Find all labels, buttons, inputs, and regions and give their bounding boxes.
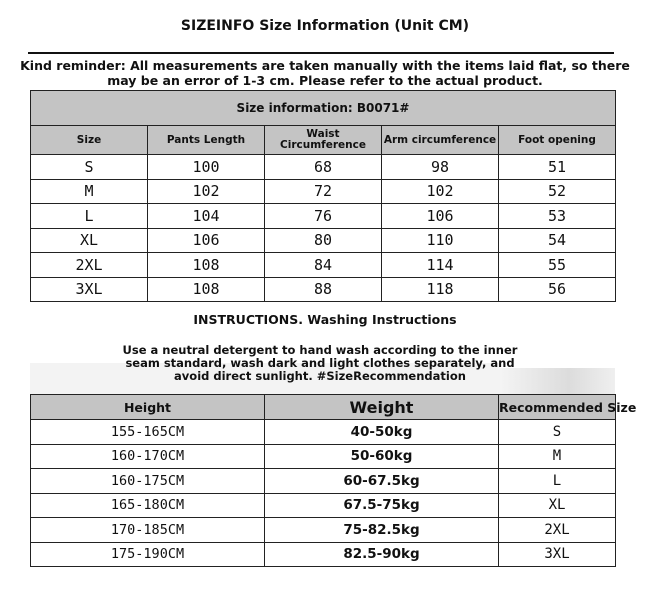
- table-cell: 3XL: [499, 542, 616, 567]
- table-row: [31, 228, 616, 253]
- table-row: [31, 518, 616, 543]
- table-cell: L: [31, 204, 148, 229]
- table-cell: 102: [148, 179, 265, 204]
- table-cell: M: [31, 179, 148, 204]
- table-cell: 76: [265, 204, 382, 229]
- table-cell: 72: [265, 179, 382, 204]
- table-cell: 67.5-75kg: [265, 493, 499, 518]
- table-cell: 106: [148, 228, 265, 253]
- table-cell: 55: [499, 253, 616, 278]
- table-cell: M: [499, 444, 616, 469]
- column-header: Weight: [265, 395, 499, 420]
- size-recommendation-table: [30, 394, 637, 567]
- divider: [28, 52, 614, 54]
- table-cell: 80: [265, 228, 382, 253]
- table-cell: 155-165CM: [31, 420, 265, 445]
- table-cell: 2XL: [499, 518, 616, 543]
- table-cell: 160-170CM: [31, 444, 265, 469]
- table-cell: L: [499, 469, 616, 494]
- table-cell: 2XL: [31, 253, 148, 278]
- table-row: [31, 155, 616, 180]
- table-cell: XL: [499, 493, 616, 518]
- table-cell: 53: [499, 204, 616, 229]
- table-cell: 50-60kg: [265, 444, 499, 469]
- table-cell: 54: [499, 228, 616, 253]
- kind-reminder: Kind reminder: All measurements are taken manually with the items laid flat, so there may be an error of 1-3 cm. Please refer to the actual product.: [20, 58, 630, 88]
- table-row: [31, 253, 616, 278]
- table-cell: XL: [31, 228, 148, 253]
- table-cell: 118: [382, 277, 499, 302]
- table-cell: 3XL: [31, 277, 148, 302]
- instructions-title: INSTRUCTIONS. Washing Instructions: [193, 312, 457, 327]
- table-cell: 100: [148, 155, 265, 180]
- table-cell: 108: [148, 253, 265, 278]
- table-row: [31, 204, 616, 229]
- table-cell: 82.5-90kg: [265, 542, 499, 567]
- column-header: Size: [31, 126, 148, 155]
- column-header: Pants Length: [148, 126, 265, 155]
- table-row: [31, 277, 616, 302]
- table-cell: 165-180CM: [31, 493, 265, 518]
- column-header: Foot opening: [499, 126, 616, 155]
- table-cell: 60-67.5kg: [265, 469, 499, 494]
- table-cell: 106: [382, 204, 499, 229]
- table-cell: 108: [148, 277, 265, 302]
- table-row: [31, 179, 616, 204]
- table-cell: 68: [265, 155, 382, 180]
- table-cell: 170-185CM: [31, 518, 265, 543]
- table-cell: 40-50kg: [265, 420, 499, 445]
- table-cell: S: [31, 155, 148, 180]
- table-cell: 56: [499, 277, 616, 302]
- washing-instructions-text: Use a neutral detergent to hand wash according to the inner seam standard, wash dark and light clothes separately, and avoid direct sunlight. #SizeRecommendation: [122, 343, 518, 383]
- table-cell: 160-175CM: [31, 469, 265, 494]
- table-row: [31, 469, 616, 494]
- table-cell: 104: [148, 204, 265, 229]
- table-cell: 98: [382, 155, 499, 180]
- table-cell: 88: [265, 277, 382, 302]
- table-cell: 110: [382, 228, 499, 253]
- table-row: [31, 542, 616, 567]
- column-header: Recommended Size: [499, 395, 616, 420]
- table-cell: S: [499, 420, 616, 445]
- table-row: [31, 444, 616, 469]
- table-cell: 175-190CM: [31, 542, 265, 567]
- table-cell: 114: [382, 253, 499, 278]
- column-header: Arm circumference: [382, 126, 499, 155]
- column-header: Waist Circumference: [265, 126, 382, 155]
- size-information-table: [30, 90, 616, 302]
- table-row: [31, 420, 616, 445]
- page-title: SIZEINFO Size Information (Unit CM): [180, 18, 470, 34]
- table-cell: 52: [499, 179, 616, 204]
- size-table-banner: Size information: B0071#: [31, 91, 616, 126]
- table-row: [31, 493, 616, 518]
- table-cell: 102: [382, 179, 499, 204]
- table-cell: 75-82.5kg: [265, 518, 499, 543]
- column-header: Height: [31, 395, 265, 420]
- table-cell: 51: [499, 155, 616, 180]
- table-cell: 84: [265, 253, 382, 278]
